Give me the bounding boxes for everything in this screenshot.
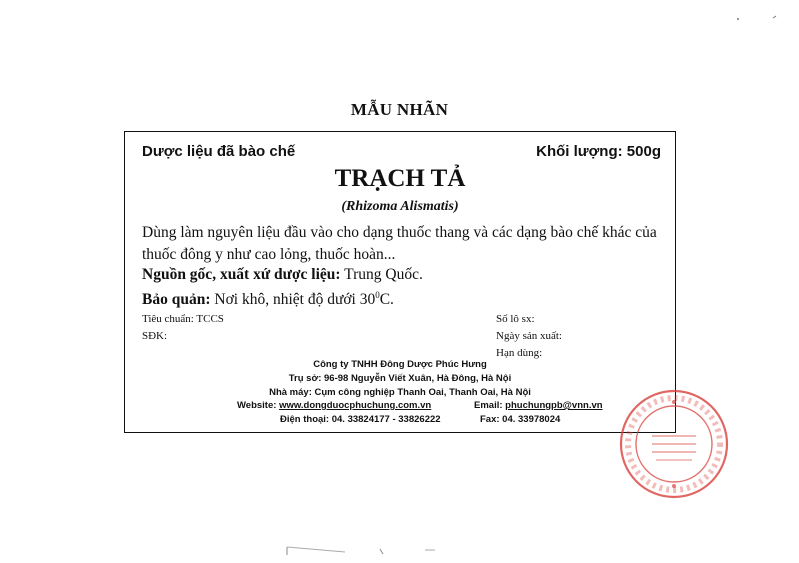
origin-value: Trung Quốc. bbox=[344, 266, 423, 283]
company-seal-stamp bbox=[618, 388, 730, 500]
category-text: Dược liệu đã bào chế bbox=[142, 143, 296, 160]
email-label: Email: bbox=[474, 400, 506, 411]
manufacture-date-text: Ngày sản xuất: bbox=[496, 330, 562, 342]
latin-name: (Rhizoma Alismatis) bbox=[341, 199, 459, 214]
product-label bbox=[124, 131, 676, 433]
weight-text: Khối lượng: 500g bbox=[536, 143, 661, 160]
email-link[interactable]: phuchungpb@vnn.vn bbox=[505, 400, 603, 411]
storage-value: Nơi khô, nhiệt độ dưới 30 bbox=[214, 291, 376, 309]
website-line bbox=[237, 400, 431, 411]
storage-unit: C. bbox=[379, 291, 394, 309]
website-label: Website: bbox=[237, 400, 280, 411]
lot-number-text: Số lô sx: bbox=[496, 313, 535, 325]
headquarters-address: Trụ sở: 96-98 Nguyễn Viết Xuân, Hà Đông, Hà Nội bbox=[288, 373, 512, 384]
standard-text: Tiêu chuẩn: TCCS bbox=[142, 313, 224, 325]
usage-text: Dùng làm nguyên liệu đầu vào cho dạng thuốc thang và các dạng bào chế khác của thuốc đông y như cao lỏng, thuốc hoàn... bbox=[142, 224, 657, 263]
fax-text: Fax: 04. 33978024 bbox=[480, 414, 561, 425]
email-line bbox=[474, 400, 603, 411]
website-link[interactable]: www.dongduocphuchung.com.vn bbox=[279, 400, 432, 411]
storage-degree: 0 bbox=[375, 290, 380, 300]
storage-line bbox=[142, 290, 394, 309]
registration-text: SĐK: bbox=[142, 330, 168, 342]
phone-text: Điện thoại: 04. 33824177 - 33826222 bbox=[280, 414, 441, 425]
origin-line bbox=[142, 266, 423, 284]
storage-label: Bảo quản: bbox=[142, 291, 211, 309]
company-name: Công ty TNHH Đông Dược Phúc Hưng bbox=[313, 359, 487, 370]
scan-edge-mark bbox=[285, 543, 475, 557]
product-name: TRẠCH TẢ bbox=[334, 165, 466, 192]
scan-speck-mark bbox=[735, 14, 780, 22]
expiry-date-text: Hạn dùng: bbox=[496, 347, 543, 359]
factory-address: Nhà máy: Cụm công nghiệp Thanh Oai, Thanh Oai, Hà Nội bbox=[269, 387, 531, 398]
origin-label: Nguồn gốc, xuất xứ dược liệu: bbox=[142, 266, 341, 283]
page-heading: MẪU NHÃN bbox=[350, 100, 449, 119]
